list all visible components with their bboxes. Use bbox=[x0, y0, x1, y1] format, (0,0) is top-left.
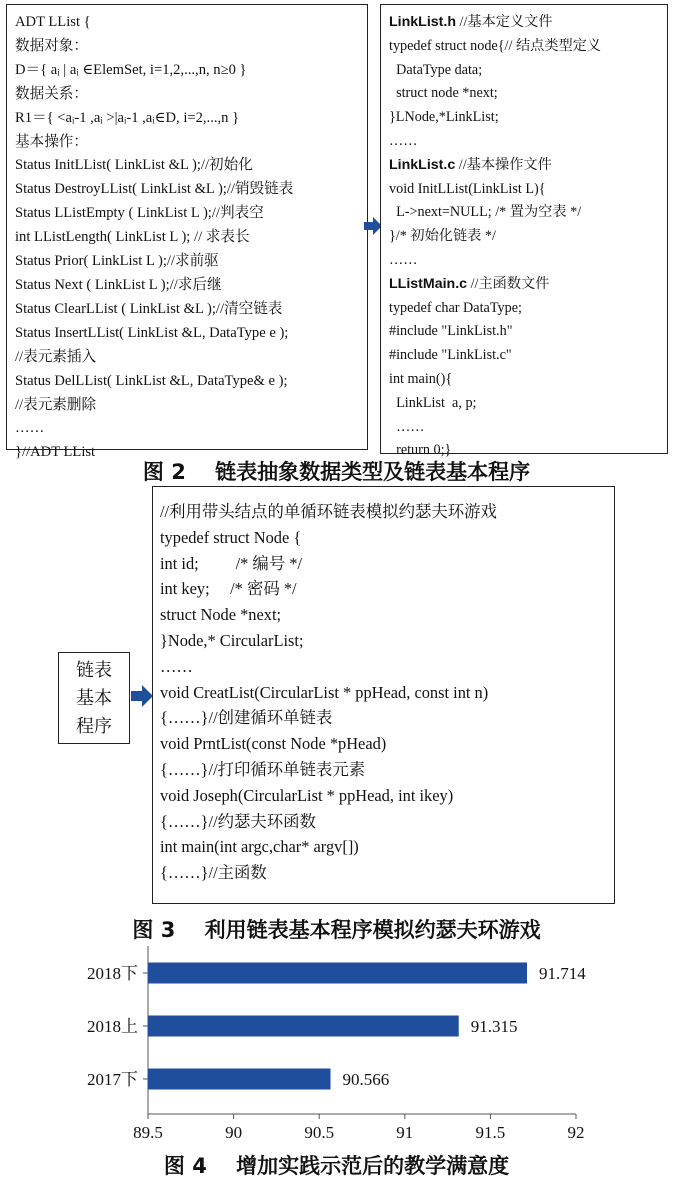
label-line: 基本 bbox=[76, 688, 112, 709]
file-name: LListMain.c bbox=[389, 275, 468, 292]
code-line: struct Node *next; bbox=[160, 605, 282, 625]
basic-program-label-box bbox=[58, 652, 130, 744]
code-line: }Node,* CircularList; bbox=[160, 630, 304, 650]
file-header bbox=[389, 273, 667, 297]
bar bbox=[148, 1069, 330, 1090]
satisfaction-bar-chart bbox=[0, 944, 673, 1150]
x-tick-label: 91.5 bbox=[475, 1123, 506, 1142]
code-line: LinkList a, p; bbox=[389, 394, 477, 411]
adt-box bbox=[6, 4, 368, 461]
adt-line: //表元素删除 bbox=[15, 396, 97, 413]
adt-line: Status DelLList( LinkList &L, DataType& e ); bbox=[15, 372, 288, 389]
x-tick-label: 90 bbox=[225, 1123, 243, 1142]
adt-line: int LListLength( LinkList L ); // 求表长 bbox=[15, 229, 250, 246]
fig4-caption: 图 4 增加实践示范后的教学满意度 bbox=[163, 1154, 510, 1178]
adt-line: Status InitLList( LinkList &L );//初始化 bbox=[15, 157, 253, 174]
code-line: …… bbox=[389, 132, 418, 149]
adt-line: …… bbox=[15, 420, 45, 437]
file-comment: //主函数文件 bbox=[467, 275, 550, 292]
file-header bbox=[389, 11, 667, 35]
code-line: void CreatList(CircularList * ppHead, const int n) bbox=[160, 682, 489, 702]
files-box bbox=[380, 4, 668, 459]
code-line: }/* 初始化链表 */ bbox=[389, 228, 496, 245]
code-line: typedef struct node{// 结点类型定义 bbox=[389, 37, 602, 54]
fig2-caption: 图 2 链表抽象数据类型及链表基本程序 bbox=[142, 460, 531, 484]
code-line: #include "LinkList.h" bbox=[389, 323, 513, 340]
code-line: DataType data; bbox=[389, 61, 483, 78]
code-line: …… bbox=[389, 251, 418, 268]
joseph-code-box bbox=[152, 486, 615, 904]
code-line: …… bbox=[389, 418, 425, 435]
code-line: int main(int argc,char* argv[]) bbox=[160, 837, 359, 857]
code-line: }LNode,*LinkList; bbox=[389, 109, 499, 126]
adt-line: Status InsertLList( LinkList &L, DataType e ); bbox=[15, 324, 289, 341]
file-header bbox=[389, 154, 667, 178]
value-label: 90.566 bbox=[342, 1070, 390, 1089]
code-line: L->next=NULL; /* 置为空表 */ bbox=[389, 204, 582, 221]
adt-line: Status LListEmpty ( LinkList L );//判表空 bbox=[15, 205, 264, 222]
label-line: 链表 bbox=[76, 660, 112, 681]
x-tick-label: 90.5 bbox=[304, 1123, 335, 1142]
adt-line: Status ClearLList ( LinkList &L );//清空链表 bbox=[15, 300, 283, 317]
label-line: 程序 bbox=[76, 716, 112, 737]
value-label: 91.714 bbox=[539, 964, 586, 983]
code-line: {……}//打印循环单链表元素 bbox=[160, 759, 366, 779]
category-label: 2018上 bbox=[87, 1017, 138, 1036]
adt-line: 数据对象： bbox=[15, 37, 88, 54]
code-line: //利用带头结点的单循环链表模拟约瑟夫环游戏 bbox=[160, 502, 497, 521]
x-tick-label: 91 bbox=[396, 1123, 414, 1142]
adt-line: Status Next ( LinkList L );//求后继 bbox=[15, 276, 222, 293]
code-line: int key; /* 密码 */ bbox=[160, 579, 297, 599]
file-comment: //基本操作文件 bbox=[455, 156, 552, 173]
code-line: return 0;} bbox=[389, 442, 452, 459]
code-line: int main(){ bbox=[389, 370, 453, 387]
code-line: typedef char DataType; bbox=[389, 299, 522, 316]
file-name: LinkList.h bbox=[389, 14, 456, 30]
adt-line: 数据关系： bbox=[15, 85, 88, 102]
category-label: 2017下 bbox=[87, 1070, 138, 1089]
code-line: {……}//创建循环单链表 bbox=[160, 708, 333, 728]
adt-line: D＝{ aᵢ | aᵢ ∈ElemSet, i=1,2,...,n, n≥0 } bbox=[15, 61, 247, 78]
adt-line: }//ADT LList bbox=[15, 444, 96, 461]
adt-line: //表元素插入 bbox=[15, 348, 97, 365]
adt-line: ADT LList { bbox=[15, 14, 91, 30]
file-comment: //基本定义文件 bbox=[456, 14, 553, 30]
x-tick-label: 92 bbox=[567, 1123, 585, 1142]
adt-line: Status DestroyLList( LinkList &L );//销毁链表 bbox=[15, 181, 294, 198]
code-line: void InitLList(LinkList L){ bbox=[389, 180, 546, 197]
fig3-caption: 图 3 利用链表基本程序模拟约瑟夫环游戏 bbox=[132, 918, 541, 942]
adt-line: Status Prior( LinkList L );//求前驱 bbox=[15, 253, 219, 270]
code-line: struct node *next; bbox=[389, 85, 498, 102]
category-label: 2018下 bbox=[87, 964, 138, 983]
code-line: #include "LinkList.c" bbox=[389, 347, 512, 364]
bar bbox=[148, 1016, 459, 1037]
x-tick-label: 89.5 bbox=[133, 1123, 163, 1142]
value-label: 91.315 bbox=[470, 1017, 518, 1036]
code-line: void PrntList(const Node *pHead) bbox=[160, 734, 387, 754]
code-line: int id; /* 编号 */ bbox=[160, 553, 303, 573]
bar bbox=[148, 963, 527, 984]
adt-line: 基本操作： bbox=[15, 133, 88, 150]
code-line: {……}//主函数 bbox=[160, 863, 267, 883]
file-name: LinkList.c bbox=[389, 156, 456, 173]
code-line: void Joseph(CircularList * ppHead, int ikey) bbox=[160, 785, 454, 805]
code-line: typedef struct Node { bbox=[160, 527, 302, 547]
adt-line: R1＝{ <aᵢ-1 ,aᵢ >|aᵢ-1 ,aᵢ∈D, i=2,...,n } bbox=[15, 109, 240, 126]
code-line: …… bbox=[160, 656, 193, 676]
code-line: {……}//约瑟夫环函数 bbox=[160, 811, 316, 831]
arrow-right-icon bbox=[130, 684, 154, 708]
